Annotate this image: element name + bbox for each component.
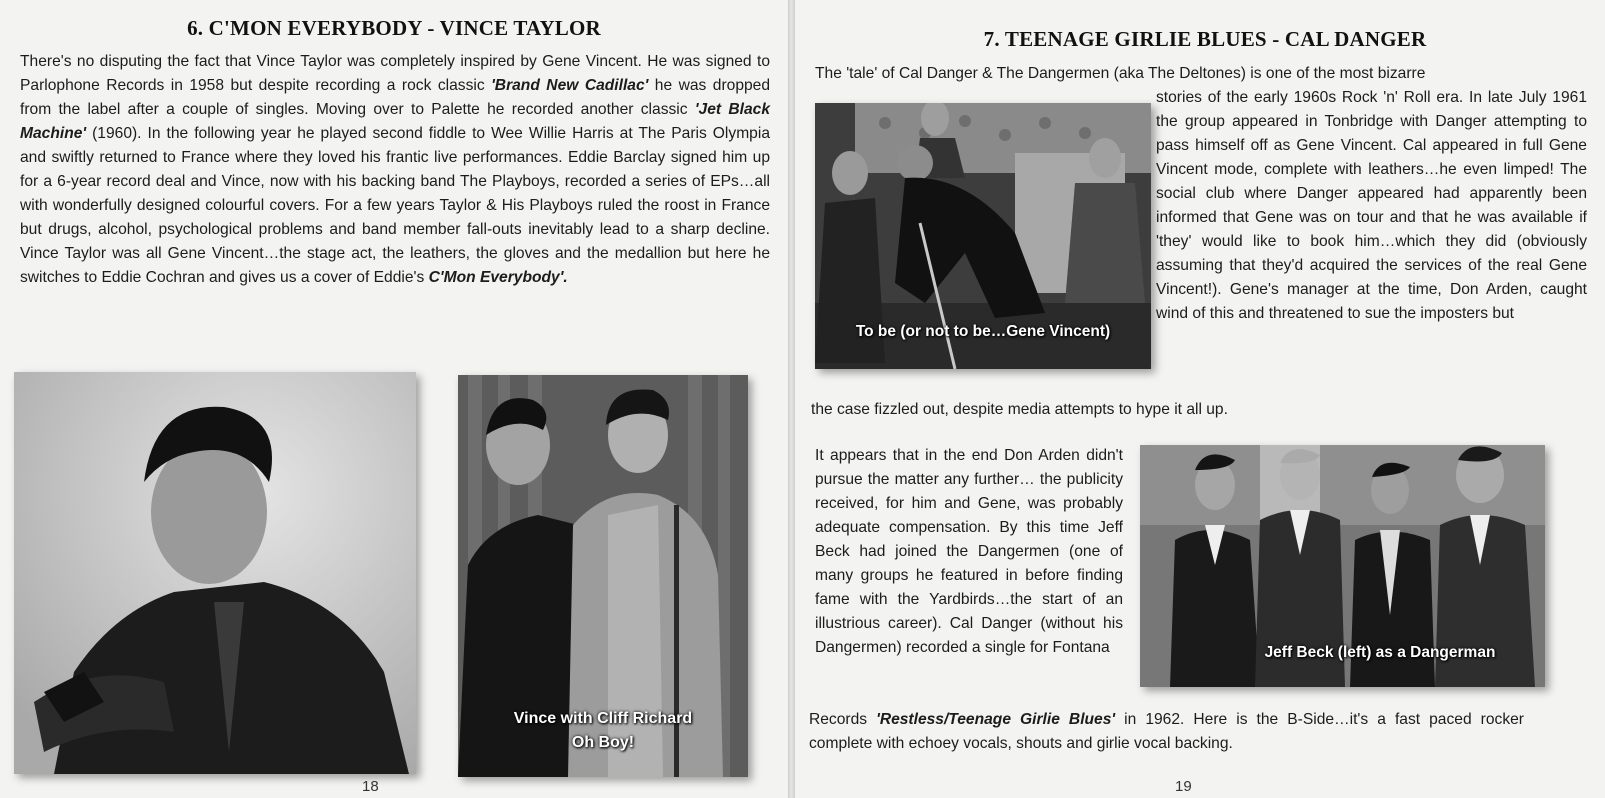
right-page (795, 0, 1605, 798)
vince-cliff-photo (458, 375, 748, 777)
right-para1-bottom: the case fizzled out, despite media attempts to hype it all up. (811, 401, 1228, 418)
left-body-text (20, 50, 770, 290)
left-body-part-3: (1960). In the following year he played second fiddle to Wee Willie Harris at The Paris Olympia and swiftly returned to France where they loved his frantic live performances. Eddie Barclay signed him up for a 6-year record deal and Vince, now with his backing band The Playboys, recorded a series of EPs…all with wonderfully designed colourful covers. For a few years Taylor & His Playboys ruled the roost in France but drugs, alcohol, psychological problems and band member fall-outs inevitably lead to a sharp decline. Vince Taylor was all Gene Vincent…the stage act, the leathers, the gloves and the medallion but here he switches to Eddie Cochran and gives us a cover of Eddie's (20, 125, 770, 286)
vince-cliff-caption (458, 707, 748, 755)
dangermen-group-photo (1140, 445, 1545, 687)
left-page (0, 0, 788, 798)
left-body-part-1: There's no disputing the fact that Vince Taylor was completely inspired by Gene Vincent. He was signed to Parlophone Records in 1958 but despite recording a rock classic (20, 53, 770, 94)
right-para2-side: It appears that in the end Don Arden didn't pursue the matter any further… the publicity received, for him and Gene, was probably adequate compensation. By this time Jeff Beck had joined the Dangermen (one of many groups he featured in before finding fame with the Yardbirds…the start of an illustrious career). Cal Danger (without his Dangermen) recorded a single for Fontana (815, 447, 1123, 656)
title-restless-teenage-girlie-blues: 'Restless/Teenage Girlie Blues' (876, 711, 1116, 728)
left-heading: 6. C'MON EVERYBODY - VINCE TAYLOR (187, 16, 601, 40)
right-para2-bottom-part-1: Records (809, 711, 877, 728)
vince-taylor-photo (14, 372, 416, 774)
right-para1-top: The 'tale' of Cal Danger & The Dangermen (aka The Deltones) is one of the most bizarre (815, 65, 1426, 82)
right-para2-bottom (809, 708, 1524, 756)
left-body-part-2: he was dropped from the label after a couple of singles. Moving over to Palette he recorded another classic (20, 77, 771, 118)
right-para1-side: stories of the early 1960s Rock 'n' Roll era. In late July 1961 the group appeared in Tonbridge with Danger attempting to pass himself off as Gene Vincent. Cal appeared in full Gene Vincent mode, complete with leathers…he even limped! The social club where Danger appeared had apparently been informed that Gene was on tour and that he was available if 'they' would like to book him…which they did (obviously assuming that they'd acquired the services of the real Gene Vincent!). Gene's manager at the time, Don Arden, caught wind of this and threatened to sue the imposters but (1156, 89, 1587, 322)
book-spine-gutter (788, 0, 795, 798)
vince-cliff-caption-line-1: Vince with Cliff Richard (513, 710, 693, 727)
vince-cliff-caption-line-2: Oh Boy! (571, 734, 635, 751)
right-heading: 7. TEENAGE GIRLIE BLUES - CAL DANGER (983, 27, 1427, 51)
title-brand-new-cadillac: 'Brand New Cadillac' (491, 77, 649, 94)
page-number-left: 18 (362, 778, 379, 795)
dangermen-group-caption: Jeff Beck (left) as a Dangerman (1264, 644, 1496, 661)
vince-taylor-photo-art (14, 372, 416, 774)
page-number-right: 19 (1175, 778, 1192, 795)
cal-danger-stage-caption: To be (or not to be…Gene Vincent) (855, 323, 1111, 340)
title-cmon-everybody: C'Mon Everybody'. (428, 269, 568, 286)
title-jet-black-machine: 'Jet Black Machine' (20, 101, 770, 142)
right-para2-bottom-part-2: in 1962. Here is the B-Side…it's a fast paced rocker complete with echoey vocals, shouts and girlie vocal backing. (809, 711, 1524, 752)
cal-danger-stage-photo (815, 103, 1151, 369)
